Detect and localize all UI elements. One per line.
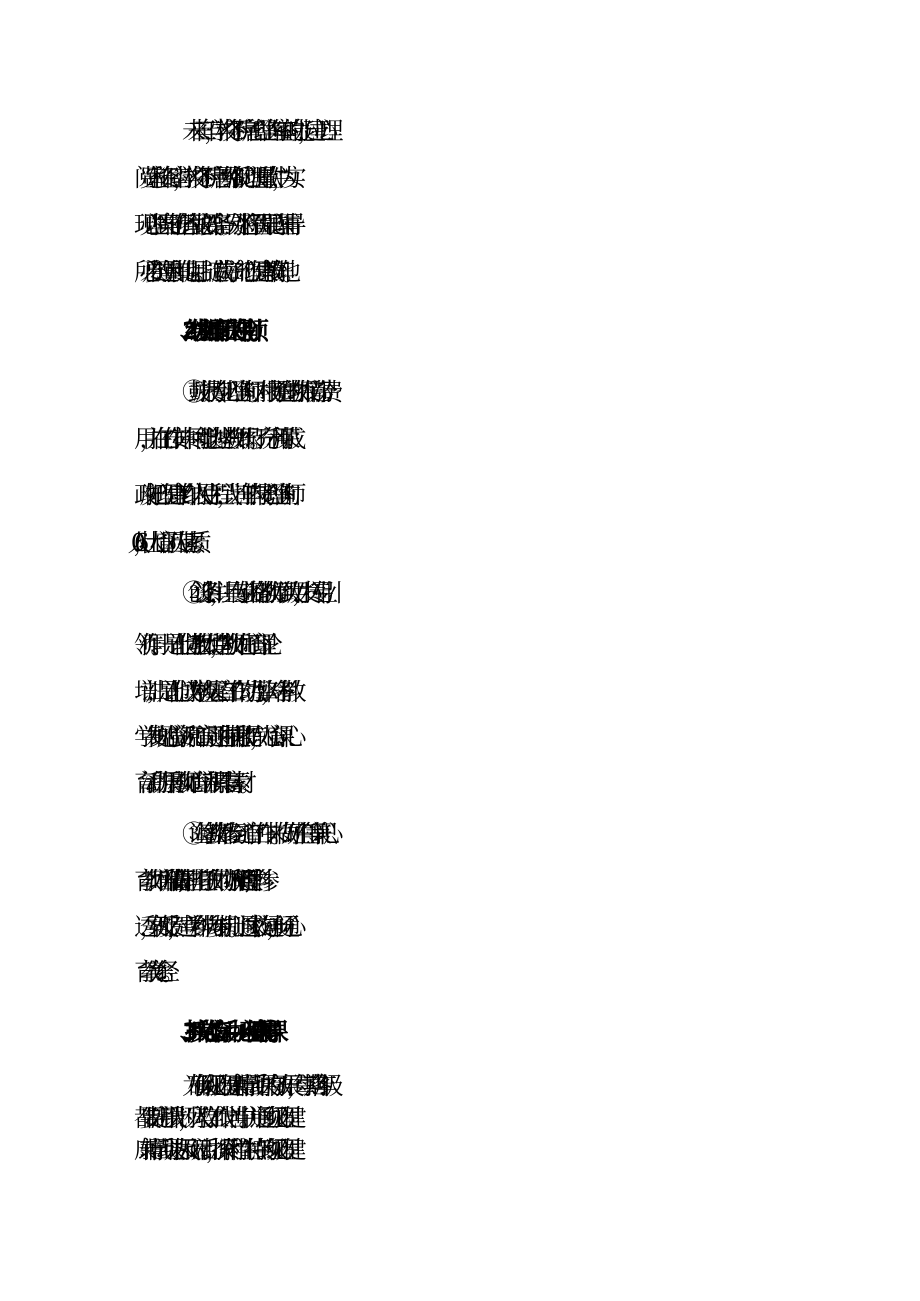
paragraph-last-line-2: 都要制定开课计划，列入教学工作计划当中。并通过班级心理健: [134, 1104, 288, 1132]
section-heading-2: 2、继续加强心育团队的专业引领。: [182, 317, 255, 345]
item-2-line-2: 领作用。一是让他们走上“教师大讲堂”，为教师进行心育理论: [134, 631, 265, 659]
item-2-line-3: 培训；二是让他们成为学校基层心育工作的动力引擎，对各科教: [134, 678, 288, 706]
paragraph-last-line-3: 康辅导活动课达标及研讨活动，探索附和学生特点的班级心理健: [134, 1136, 288, 1164]
section-heading-3: 3、抓实常态心育活动——心理健康辅导课。: [182, 1018, 275, 1046]
item-1-line-3: 政府把心理健康工作纳入民生工程，计划三年内报考心理咨询师: [134, 481, 288, 509]
item-2-line-5: 育活动的开展和教师心育培训积累丰富素材。: [134, 769, 244, 797]
item-3-line-3: 透，案例反馈，建立学科纵向参与机制。通过家校沟通，畅通心: [134, 913, 288, 941]
paragraph-1-line-2: 阅览室和资料室，学校将不断完善网络版的心理测量软件，为实: [134, 164, 288, 192]
item-3-line-4: 育教育途经。: [134, 958, 167, 986]
item-1-line-4: 60人，壮大心育团队专业素质。: [134, 529, 200, 557]
item-1-line-2: 用，并在工作安排中尽可能地为这些教师开绿灯。充分利用荣成: [134, 425, 288, 453]
paragraph-1-line-1: 未来三年，学校将不断完善心理咨询室室的功能，建立心理: [182, 117, 325, 145]
paragraph-1-line-3: 现心理档案电子化管理做必要准备。另外还将添置开展心理辅导: [134, 211, 288, 239]
item-3-line-1: ③让每名教师都参与到心育工作中来。做好班主任等兼职心: [182, 820, 325, 848]
paragraph-last-line-1: 为确保班级心理健康辅导活动课的有效开展，每学期各年级: [182, 1072, 325, 1100]
item-2-line-1: ②创设条件，让具有专业资格的教师学以致用，发挥专业引: [182, 579, 325, 607]
item-1-line-1: ①鼓励报考专业心理咨询师。对报考通过的教师报销部分费: [182, 378, 325, 406]
item-2-line-4: 学中发现的心育资源和心育问题进行捕捉和提炼，为心育课、心: [134, 723, 288, 751]
paragraph-1-line-4: 所必要的道具和其他用品。打造威海一流的心理健康教育阵地。: [134, 258, 288, 286]
item-3-line-2: 育教师培训和管理;做好非班主任教师的协调和管理,通过学科渗: [134, 867, 262, 895]
